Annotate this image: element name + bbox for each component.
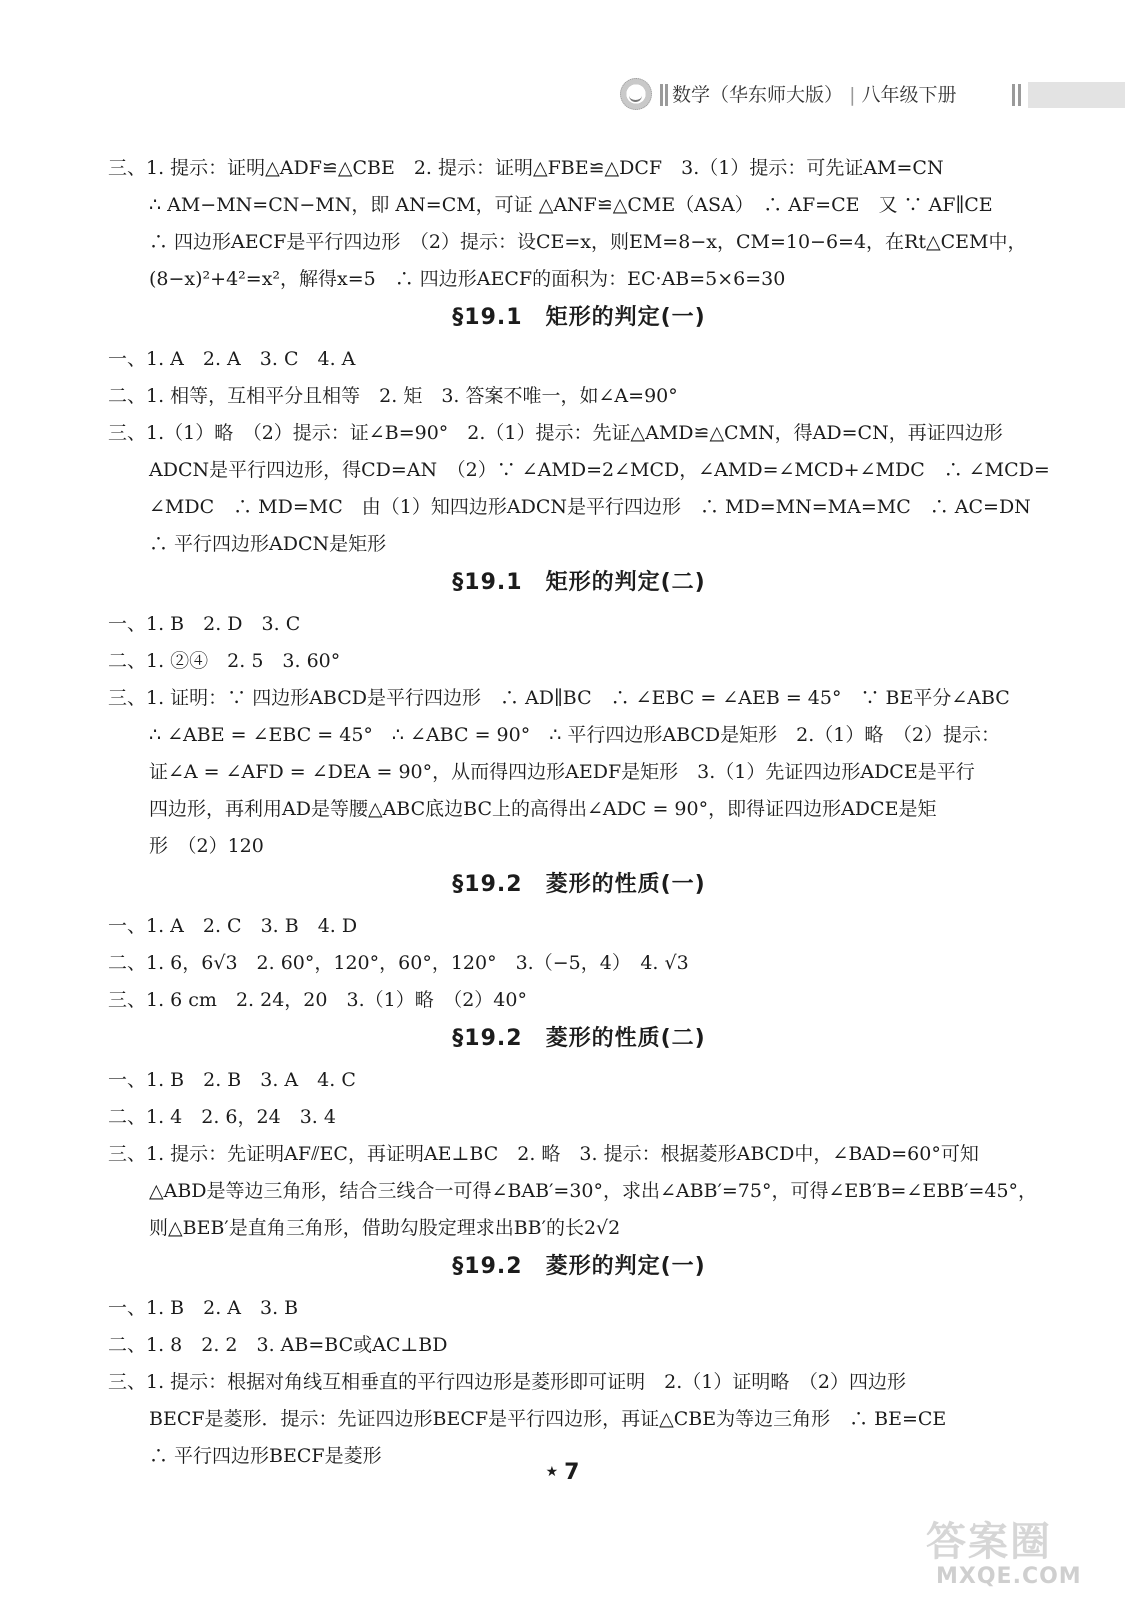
answer-line: 一、1. B 2. D 3. C xyxy=(108,613,301,635)
answer-line: ∴ 四边形AECF是平行四边形 （2）提示：设CE=x，则EM=8−x，CM=10−6=4，在Rt△CEM中， xyxy=(149,231,1027,253)
section-title: §19.2 菱形的性质(二) xyxy=(452,1026,706,1051)
page-header xyxy=(620,78,1125,114)
answer-line: 则△BEB′是直角三角形，借助勾股定理求出BB′的长2√2 xyxy=(149,1217,621,1239)
header-divider xyxy=(665,84,668,106)
answer-line: ∴ AM−MN=CN−MN，即 AN=CM，可证 △ANF≌△CME（ASA） ∴ AF=CE 又 ∵ AF∥CE xyxy=(149,194,993,216)
answer-line: (8−x)²+4²=x²，解得x=5 ∴ 四边形AECF的面积为：EC·AB=5×6=30 xyxy=(149,268,786,290)
answer-line: ∴ 平行四边形ADCN是矩形 xyxy=(149,533,387,555)
answer-line: 一、1. A 2. A 3. C 4. A xyxy=(108,348,356,370)
watermark-logo: 答案圈 xyxy=(926,1519,1052,1565)
grade-label: 八年级下册 xyxy=(861,84,957,106)
answer-line: 四边形，再利用AD是等腰△ABC底边BC上的高得出∠ADC = 90°，即得证四边形ADCE是矩 xyxy=(149,798,937,820)
answer-line: 三、1. 6 cm 2. 24，20 3.（1）略 （2）40° xyxy=(108,989,527,1011)
answer-line: ∴ 平行四边形BECF是菱形 xyxy=(149,1445,382,1467)
page-footer xyxy=(0,1460,1125,1485)
answer-line: 三、1.（1）略 （2）提示：证∠B=90° 2.（1）提示：先证△AMD≌△CMN，得AD=CN，再证四边形 xyxy=(108,422,1003,444)
header-divider xyxy=(1012,84,1015,106)
answer-line: 二、1. ②④ 2. 5 3. 60° xyxy=(108,650,341,672)
answer-line: ADCN是平行四边形，得CD=AN （2）∵ ∠AMD=2∠MCD，∠AMD=∠MCD+∠MDC ∴ ∠MCD= xyxy=(149,459,1050,481)
answer-line: 三、1. 提示：证明△ADF≌△CBE 2. 提示：证明△FBE≌△DCF 3.（1）提示：可先证AM=CN xyxy=(108,157,944,179)
header-strip xyxy=(1028,82,1125,108)
answer-line: BECF是菱形．提示：先证四边形BECF是平行四边形，再证△CBE为等边三角形 ∴ BE=CE xyxy=(149,1408,947,1430)
answer-line: 一、1. B 2. B 3. A 4. C xyxy=(108,1069,356,1091)
answer-line: 二、1. 6，6√3 2. 60°，120°，60°，120° 3.（−5，4） 4. √3 xyxy=(108,952,689,974)
header-text: 数学（华东师大版） | 八年级下册 xyxy=(672,84,957,106)
answer-line: ∠MDC ∴ MD=MC 由（1）知四边形ADCN是平行四边形 ∴ MD=MN=MA=MC ∴ AC=DN xyxy=(149,496,1031,518)
answer-line: 二、1. 相等，互相平分且相等 2. 矩 3. 答案不唯一，如∠A=90° xyxy=(108,385,678,407)
watermark-url: MXQE.COM xyxy=(936,1564,1082,1589)
answer-line: 一、1. B 2. A 3. B xyxy=(108,1297,299,1319)
section-title: §19.1 矩形的判定(二) xyxy=(452,570,706,595)
answer-line: 一、1. A 2. C 3. B 4. D xyxy=(108,915,358,937)
header-divider xyxy=(660,84,663,106)
answer-line: 三、1. 提示：先证明AF⫽EC，再证明AE⊥BC 2. 略 3. 提示：根据菱形ABCD中，∠BAD=60°可知 xyxy=(108,1143,979,1165)
section-title: §19.1 矩形的判定(一) xyxy=(452,305,706,330)
watermark xyxy=(912,1510,1112,1596)
answer-content xyxy=(108,150,1050,1475)
answer-line: 三、1. 证明：∵ 四边形ABCD是平行四边形 ∴ AD∥BC ∴ ∠EBC = ∠AEB = 45° ∵ BE平分∠ABC xyxy=(108,687,1010,709)
sun-icon xyxy=(620,78,652,110)
answer-line: 二、1. 4 2. 6，24 3. 4 xyxy=(108,1106,336,1128)
section-title: §19.2 菱形的性质(一) xyxy=(452,872,706,897)
section-title: §19.2 菱形的判定(一) xyxy=(452,1254,706,1279)
page-number: 7 xyxy=(564,1460,580,1485)
header-divider xyxy=(1018,84,1021,106)
answer-line: 形 （2）120 xyxy=(149,835,264,857)
star-icon: ★ xyxy=(545,1464,559,1480)
answer-line: 二、1. 8 2. 2 3. AB=BC或AC⊥BD xyxy=(108,1334,448,1356)
book-title: 数学（华东师大版） xyxy=(672,84,844,106)
answer-line: 证∠A = ∠AFD = ∠DEA = 90°，从而得四边形AEDF是矩形 3.（1）先证四边形ADCE是平行 xyxy=(149,761,975,783)
answer-line: △ABD是等边三角形，结合三线合一可得∠BAB′=30°，求出∠ABB′=75°，可得∠EB′B=∠EBB′=45°， xyxy=(149,1180,1038,1202)
answer-line: 三、1. 提示：根据对角线互相垂直的平行四边形是菱形即可证明 2.（1）证明略 （2）四边形 xyxy=(108,1371,906,1393)
answer-line: ∴ ∠ABE = ∠EBC = 45° ∴ ∠ABC = 90° ∴ 平行四边形ABCD是矩形 2.（1）略 （2）提示： xyxy=(149,724,1000,746)
